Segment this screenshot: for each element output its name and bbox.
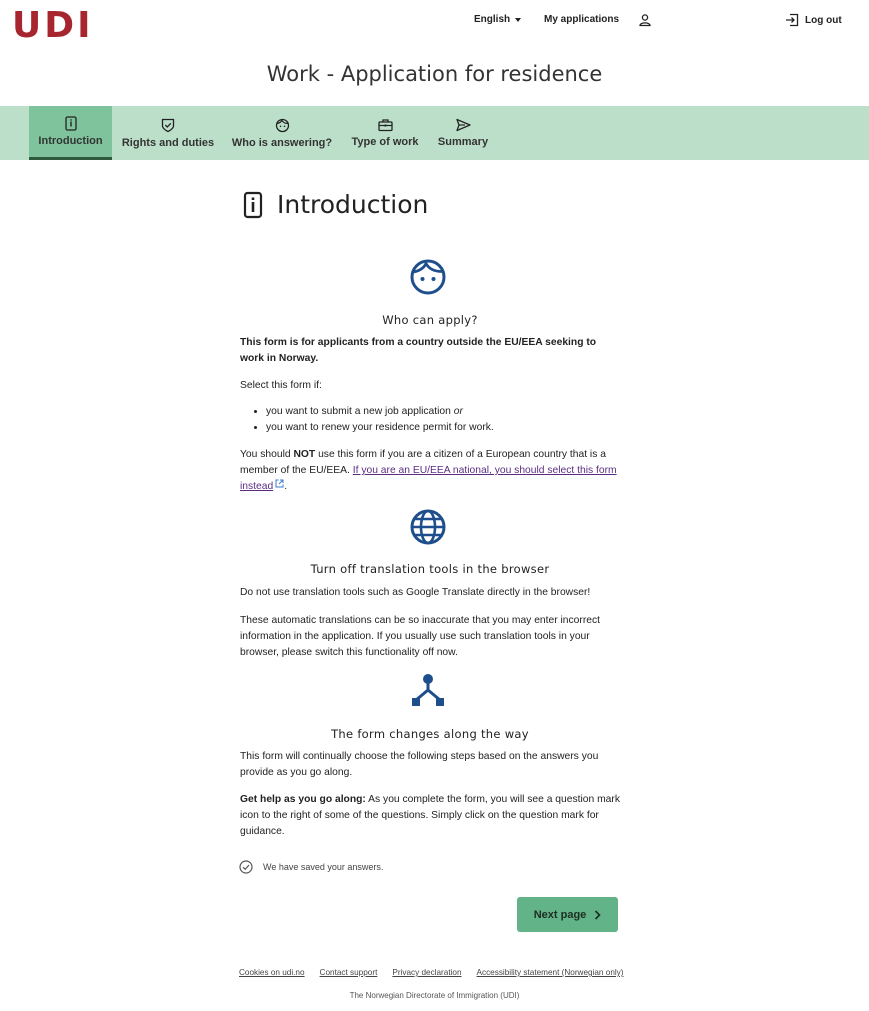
- step-label: Summary: [437, 136, 489, 148]
- criteria-list: [240, 404, 620, 436]
- list-item: • you want to renew your residence permit for work.: [266, 420, 620, 436]
- mobile-info-icon: [65, 116, 77, 131]
- logout-icon: [785, 13, 799, 27]
- step-label: Rights and duties: [121, 136, 215, 149]
- saved-text: We have saved your answers.: [263, 862, 384, 872]
- footer-links: [239, 968, 624, 977]
- branch-icon: [409, 673, 447, 709]
- who-can-apply-body: [240, 335, 620, 495]
- chevron-right-icon: [594, 910, 601, 920]
- logout-label: Log out: [805, 14, 842, 26]
- step-navigation: [0, 106, 869, 160]
- send-icon: [456, 118, 471, 132]
- language-selector[interactable]: [474, 14, 521, 25]
- list-item: • you want to submit a new job application or: [266, 404, 620, 420]
- footer-link-accessibility[interactable]: Accessibility statement (Norwegian only): [476, 968, 624, 977]
- top-header: [0, 0, 869, 60]
- section-heading: [243, 190, 428, 219]
- step-who-is-answering[interactable]: [228, 106, 336, 160]
- language-label: English: [474, 14, 511, 25]
- page-title: Work - Application for residence: [266, 62, 603, 86]
- select-if-text: Select this form if:: [240, 380, 322, 391]
- udi-logo[interactable]: UDI: [12, 5, 94, 46]
- briefcase-icon: [378, 118, 393, 132]
- next-page-button[interactable]: [517, 897, 618, 932]
- translation-title: Turn off translation tools in the browser: [310, 562, 550, 576]
- check-circle-icon: [239, 860, 253, 874]
- help-text: Get help as you go along: As you complete the form, you will see a question mark icon to the right of some of the questions. Simply click on the question mark for guidance.: [240, 794, 620, 837]
- my-applications-link[interactable]: My applications: [544, 14, 620, 25]
- footer-link-privacy[interactable]: Privacy declaration: [392, 968, 462, 977]
- mobile-info-icon: [243, 191, 263, 219]
- form-changes-title: The form changes along the way: [331, 727, 529, 741]
- step-rights-and-duties[interactable]: [118, 106, 218, 160]
- section-heading-text: Introduction: [277, 190, 429, 219]
- translation-p1: Do not use translation tools such as Google Translate directly in the browser!: [240, 587, 591, 598]
- who-can-apply-title: Who can apply?: [382, 313, 478, 327]
- external-link-icon: [275, 479, 284, 488]
- step-label: Who is answering?: [231, 136, 333, 149]
- shield-check-icon: [161, 118, 175, 133]
- form-changes-body: [240, 749, 620, 840]
- face-icon: [409, 258, 447, 296]
- next-page-label: Next page: [533, 908, 587, 921]
- step-introduction[interactable]: [29, 106, 112, 160]
- saved-status: [239, 860, 383, 874]
- globe-icon: [409, 508, 447, 546]
- translation-body: [240, 585, 620, 661]
- not-eligible-text: You should NOT use this form if you are a citizen of a European country that is a member of the EU/EEA. If you are an EU/EEA national, you should select this form instead .: [240, 449, 617, 492]
- footer-link-contact[interactable]: Contact support: [319, 968, 378, 977]
- translation-p2: These automatic translations can be so inaccurate that you may enter incorrect information in the application. If you usually use such translation tools in your browser, please switch this functionality off now.: [240, 615, 601, 658]
- chevron-down-icon: [515, 18, 521, 22]
- lead-text: This form is for applicants from a country outside the EU/EEA seeking to work in Norway.: [240, 337, 597, 364]
- user-icon[interactable]: [638, 13, 652, 27]
- step-summary[interactable]: [433, 106, 493, 160]
- eu-eea-form-link[interactable]: If you are an EU/EEA national, you should select this form instead: [240, 465, 617, 492]
- face-icon: [275, 118, 290, 133]
- logout-button[interactable]: [785, 13, 842, 27]
- step-label: Type of work: [351, 136, 419, 148]
- step-type-of-work[interactable]: [345, 106, 425, 160]
- step-label: Introduction: [38, 135, 103, 147]
- footer-link-cookies[interactable]: Cookies on udi.no: [239, 968, 305, 977]
- form-changes-p1: This form will continually choose the following steps based on the answers you provide as you go along.: [240, 751, 599, 778]
- footer-organization: The Norwegian Directorate of Immigration (UDI): [349, 991, 520, 1000]
